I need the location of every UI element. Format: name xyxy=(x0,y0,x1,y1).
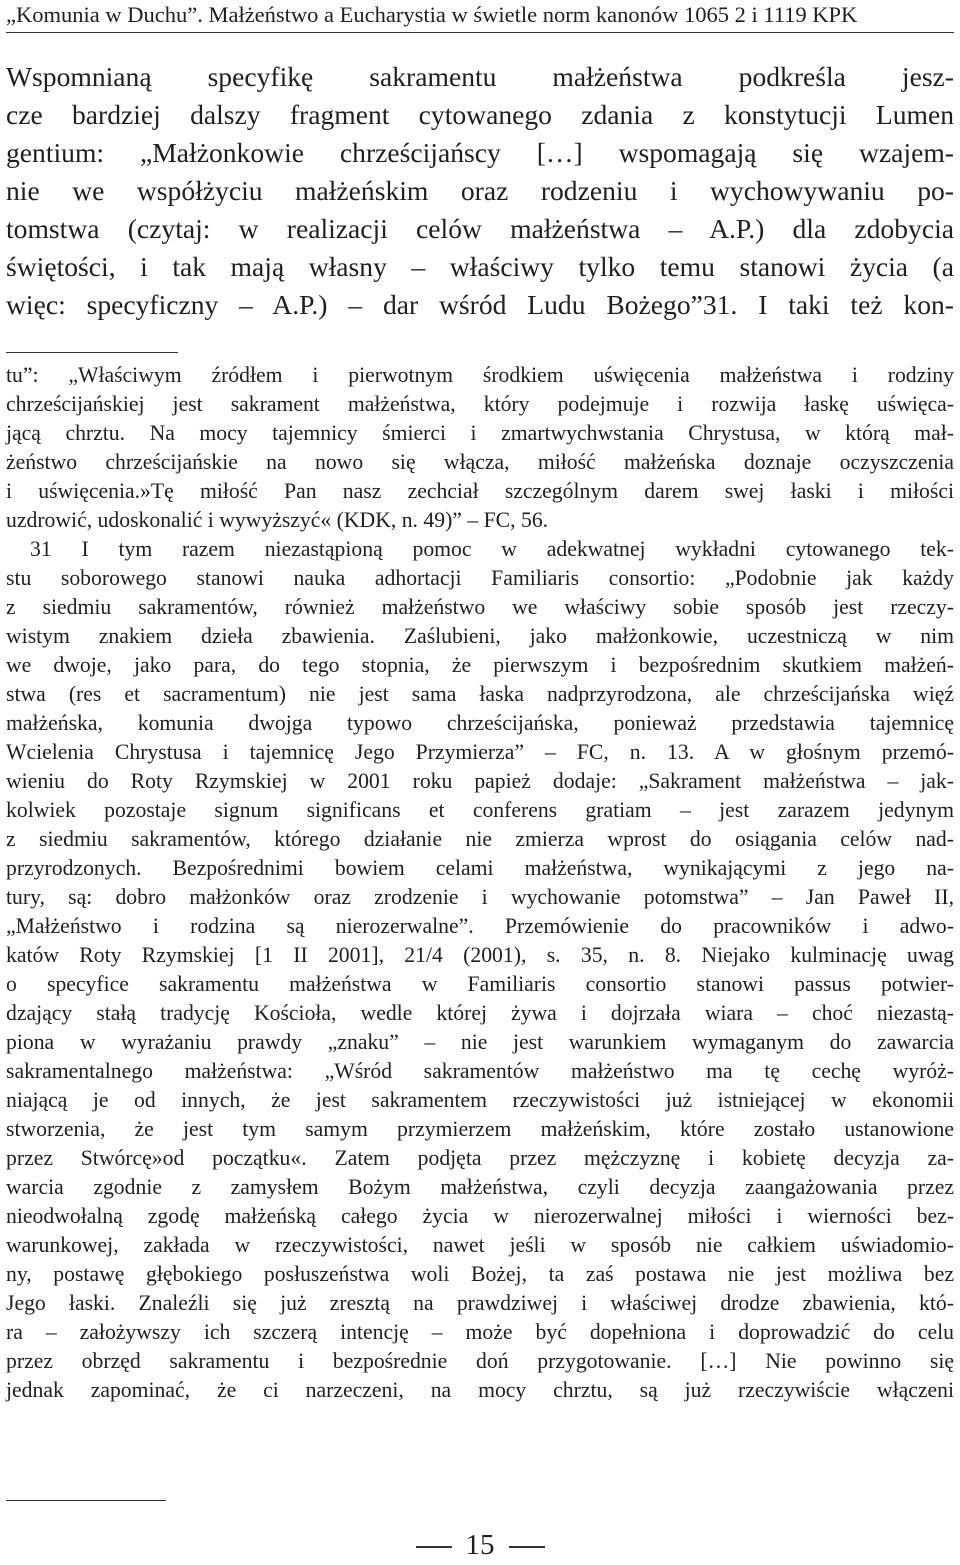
running-title: „Komunia w Duchu”. Małżeństwo a Eucharystia w świetle norm kanonów 1065 2 i 1119 KPK xyxy=(6,2,858,27)
footnote-line: i uświęcenia.»Tę miłość Pan nasz zechciał szczególnym darem swej łaski i miłości xyxy=(6,479,954,503)
footnote-line: stu soborowego stanowi nauka adhortacji Familiaris consortio: „Podobnie jak każdy xyxy=(6,566,954,590)
body-line: świętości, i tak mają własny – właściwy tylko temu stanowi życia (a xyxy=(6,251,954,282)
body-line: więc: specyficzny – A.P.) – dar wśród Ludu Bożego”31. I taki też kon- xyxy=(6,289,954,320)
footnote-line: nieodwołalną zgodę małżeńską całego życia w nierozerwalnej miłości i wierności bez- xyxy=(6,1204,954,1228)
footnote-line: chrześcijańskiej jest sakrament małżeństwa, który podejmuje i rozwija łaskę uświęca- xyxy=(6,392,954,416)
footnote-line: Jego łaski. Znaleźli się już zresztą na prawdziwej i właściwej drodze zbawienia, któ- xyxy=(6,1291,954,1315)
footnote-line: ra – założywszy ich szczerą intencję – może być dopełniona i doprowadzić do celu xyxy=(6,1320,954,1344)
footnote-line: tury, są: dobro małżonków oraz zrodzenie i wychowanie potomstwa” – Jan Paweł II, xyxy=(6,885,954,909)
page-number xyxy=(0,1525,960,1565)
footnote-line: żeństwo chrześcijańskie na nowo się włącza, miłość małżeńska doznaje oczyszczenia xyxy=(6,450,954,474)
footnote-line: małżeńska, komunia dwojga typowo chrześcijańska, ponieważ przedstawia tajemnicę xyxy=(6,711,954,735)
footer-separator xyxy=(6,1500,166,1501)
footnote-line: stwa (res et sacramentum) nie jest sama łaska nadprzyrodzona, ale chrześcijańska więź xyxy=(6,682,954,706)
footnote-line: z siedmiu sakramentów, również małżeństwo we właściwy sobie sposób jest rzeczy- xyxy=(6,595,954,619)
running-header xyxy=(6,0,954,33)
footnote-line: tu”: „Właściwym źródłem i pierwotnym środkiem uświęcenia małżeństwa i rodziny xyxy=(6,363,954,387)
body-line: Wspomnianą specyfikę sakramentu małżeństwa podkreśla jesz- xyxy=(6,61,954,92)
footnote-line: stworzenia, że jest tym samym przymierzem małżeńskim, które zostało ustanowione xyxy=(6,1117,954,1141)
footnote-line: przez obrzęd sakramentu i bezpośrednie doń przygotowanie. […] Nie powinno się xyxy=(6,1349,954,1373)
footnote-31-start: 31 I tym razem niezastąpioną pomoc w adekwatnej wykładni cytowanego tek- xyxy=(30,537,954,561)
footnote-line: przyrodzonych. Bezpośrednimi bowiem celami małżeństwa, wynikającymi z jego na- xyxy=(6,856,954,880)
page-number-value: 15 xyxy=(465,1529,495,1561)
footnote-line: katów Roty Rzymskiej [1 II 2001], 21/4 (2001), s. 35, n. 8. Niejako kulminację uwag xyxy=(6,943,954,967)
footnote-line: warcia zgodnie z zamysłem Bożym małżeństwa, czyli decyzja zaangażowania przez xyxy=(6,1175,954,1199)
footnote-line: jącą chrztu. Na mocy tajemnicy śmierci i zmartwychwstania Chrystusa, w którą mał- xyxy=(6,421,954,445)
body-line: nie we współżyciu małżeńskim oraz rodzeniu i wychowywaniu po- xyxy=(6,175,954,206)
body-line: cze bardziej dalszy fragment cytowanego zdania z konstytucji Lumen xyxy=(6,99,954,130)
page-number-dash-right xyxy=(509,1546,545,1548)
footnote-line: przez Stwórcę»od początku«. Zatem podjęta przez mężczyznę i kobietę decyzja za- xyxy=(6,1146,954,1170)
footnote-line: uzdrowić, udoskonalić i wywyższyć« (KDK, n. 49)” – FC, 56. xyxy=(6,508,549,532)
footnote-line: sakramentalnego małżeństwa: „Wśród sakramentów małżeństwo ma tę cechę wyróż- xyxy=(6,1059,954,1083)
footnote-line: kolwiek pozostaje signum significans et conferens gratiam – jest zarazem jedynym xyxy=(6,798,954,822)
body-line: tomstwa (czytaj: w realizacji celów małżeństwa – A.P.) dla zdobycia xyxy=(6,213,954,244)
footnote-line: we dwoje, jako para, do tego stopnia, że pierwszym i bezpośrednim skutkiem małżeń- xyxy=(6,653,954,677)
footnote-line xyxy=(6,1405,954,1434)
footnote-separator xyxy=(6,352,178,353)
footnote-line: warunkowej, zakłada w rzeczywistości, nawet jeśli w sposób nie całkiem uświadomio- xyxy=(6,1233,954,1257)
footnote-line: wieniu do Roty Rzymskiej w 2001 roku papież dodaje: „Sakrament małżeństwa – jak- xyxy=(6,769,954,793)
footnote-line: ny, postawę głębokiego posłuszeństwa woli Bożej, ta zaś postawa nie jest możliwa bez xyxy=(6,1262,954,1286)
body-line: gentium: „Małżonkowie chrześcijańscy […] wspomagają się wzajem- xyxy=(6,137,954,168)
footnote-line: wistym znakiem dzieła zbawienia. Zaślubieni, jako małżonkowie, uczestniczą w nim xyxy=(6,624,954,648)
footnote-line: „Małżeństwo i rodzina są nierozerwalne”. Przemówienie do pracowników i adwo- xyxy=(6,914,954,938)
footnote-line: jednak zapominać, że ci narzeczeni, na mocy chrztu, są już rzeczywiście włączeni xyxy=(6,1378,954,1402)
footnote-line: o specyfice sakramentu małżeństwa w Familiaris consortio stanowi passus potwier- xyxy=(6,972,954,996)
footnote-line: niającą je od innych, że jest sakramentem rzeczywistości już istniejącej w ekonomii xyxy=(6,1088,954,1112)
footnote-line xyxy=(6,1434,954,1463)
footnote-line: dzający stałą tradycję Kościoła, wedle której żywa i dojrzała wiara – choć niezastą- xyxy=(6,1001,954,1025)
footnote-line: z siedmiu sakramentów, którego działanie nie zmierza wprost do osiągania celów nad- xyxy=(6,827,954,851)
footnote-line: piona w wyrażaniu prawdy „znaku” – nie jest warunkiem wymaganym do zawarcia xyxy=(6,1030,954,1054)
page-number-dash-left xyxy=(416,1546,452,1548)
footnote-line: Wcielenia Chrystusa i tajemnicę Jego Przymierza” – FC, n. 13. A w głośnym przemó- xyxy=(6,740,954,764)
